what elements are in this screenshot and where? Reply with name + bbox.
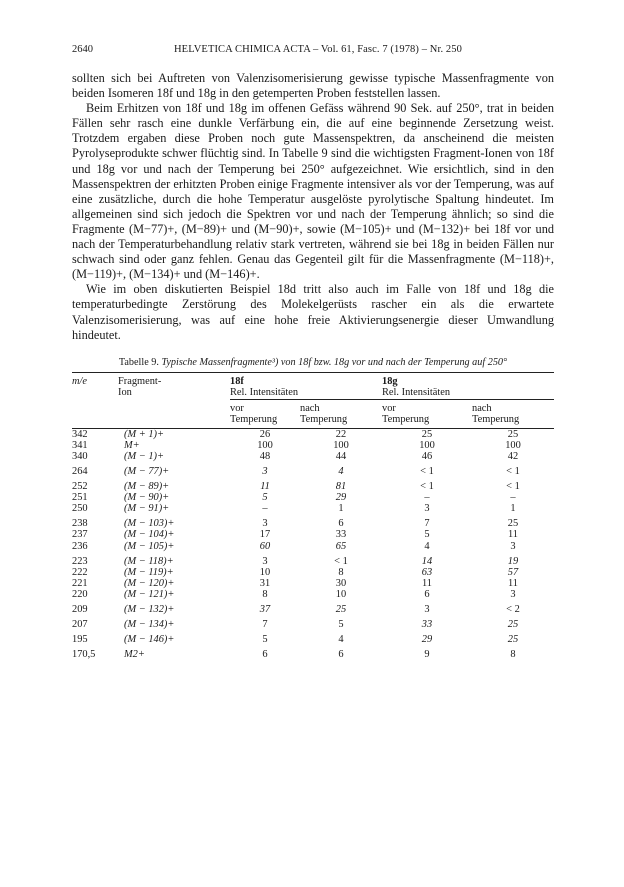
cell-f-vor: 11 (260, 481, 270, 493)
cell-ion: (M − 91)+ (124, 503, 170, 515)
cell-g-nach: < 2 (506, 604, 520, 615)
paragraph: Wie im oben diskutierten Beispiel 18d tritt also auch im Falle von 18f und 18g die temperaturbedingte Zerstörung des Molekelgerüsts rascher ein als die erwartete Valenzisomerisierung, was auf eine hohe freie Aktivierungsenergie dieser Umwandlung hindeutet. (72, 282, 554, 342)
cell-ion: (M − 121)+ (124, 588, 175, 600)
cell-f-nach: 30 (335, 577, 347, 589)
col-group-18f (230, 376, 382, 400)
col-header-g-vor: vor Temperung (382, 399, 472, 426)
cell-g-vor: 25 (421, 428, 433, 440)
cell-me: 238 (72, 518, 88, 530)
col-header-g-nach: nach Temperung (472, 399, 554, 426)
cell-me: 220 (72, 588, 88, 600)
table-row (72, 466, 554, 477)
cell-ion: (M − 146)+ (124, 634, 175, 646)
table-row (72, 649, 554, 660)
col-header-fragment (118, 376, 230, 400)
cell-f-nach: 10 (335, 588, 347, 600)
cell-g-nach: 3 (510, 588, 516, 600)
cell-f-vor: 8 (262, 588, 268, 600)
cell-f-vor: 31 (259, 577, 271, 589)
cell-f-vor: 3 (262, 518, 268, 530)
page-number: 2640 (72, 44, 93, 55)
table-caption-title: Typische Massenfragmente³) von 18f bzw. 18g vor und nach der Temperung auf 250° (161, 356, 508, 368)
col-header-fragment-line1: Fragment- (118, 375, 162, 387)
cell-f-vor: 7 (262, 619, 268, 631)
cell-f-nach: < 1 (334, 555, 348, 567)
cell-g-vor: 14 (421, 555, 433, 567)
rel-int-label-18f: Rel. Intensitäten (230, 387, 299, 399)
table-row (72, 604, 554, 615)
cell-ion: (M − 77)+ (124, 465, 170, 477)
table-caption (72, 357, 554, 368)
cell-f-nach: 5 (338, 619, 344, 631)
cell-f-vor: 3 (262, 555, 268, 567)
cell-g-nach: < 1 (506, 465, 520, 477)
cell-g-nach: 3 (510, 540, 516, 552)
cell-me: 195 (72, 634, 88, 646)
cell-f-nach: 8 (338, 566, 344, 578)
cell-me: 237 (72, 529, 88, 541)
col-header-f-vor: vor Temperung (230, 399, 300, 426)
cell-f-nach: 65 (335, 540, 347, 552)
cell-g-vor: – (424, 492, 430, 504)
col-group-18g (382, 376, 554, 400)
table-row (72, 518, 554, 529)
page (72, 44, 554, 660)
cell-f-nach: 4 (338, 634, 344, 646)
cell-ion: (M − 120)+ (124, 577, 175, 589)
cell-g-nach: 1 (510, 503, 516, 515)
cell-g-nach: 19 (507, 555, 519, 567)
cell-ion: (M − 104)+ (124, 529, 175, 541)
paragraph: Beim Erhitzen von 18f und 18g im offenen Gefäss während 90 Sek. auf 250°, trat in beiden Fällen sehr rasch eine dunkle Verfärbung ein, die auf eine beginnende Zersetzung weist. Trotzdem ergaben diese Proben noch gute Massenspektren, da anscheinend die meisten Pyrolyseprodukte schwer flüchtig sind. In Tabelle 9 sind die wichtigsten Fragment-Ionen von 18f und 18g vor und nach der Temperung bei 250° aufgezeichnet. Wie ersichtlich, sind in den Massenspektren der erhitzten Proben einige Fragmente intensiver als vor der Temperung, was auf eine zusätzliche, durch die hohe Temperatur ausgelöste pyrolytische Spaltung hindeutet. Im allgemeinen sind sich jedoch die Spektren vor und nach der Temperung ähnlich; so sind die Fragmente (M−77)+, (M−89)+ und (M−90)+, sowie (M−105)+ und (M−132)+ bei 18f vor und nach der Temperaturbehandlung relativ stark vertreten, während sie bei 18g in beiden Fällen nur schwach sind oder ganz fehlen. Genau das Gegenteil gilt für die Massenfragmente (M−118)+, (M−119)+, (M−134)+ und (M−146)+. (72, 101, 554, 282)
cell-f-nach: 81 (335, 481, 347, 493)
cell-f-vor: 37 (259, 604, 271, 615)
cell-me: 236 (72, 540, 88, 552)
cell-g-nach: 57 (507, 566, 519, 578)
cell-f-vor: 26 (259, 428, 271, 440)
cell-f-vor: 60 (259, 540, 271, 552)
table-row (72, 556, 554, 567)
cell-ion: (M − 118)+ (124, 555, 174, 567)
cell-g-vor: 4 (424, 540, 430, 552)
col-header-f-nach: nach Temperung (300, 399, 382, 426)
cell-g-vor: 63 (421, 566, 433, 578)
cell-g-nach: 25 (507, 428, 519, 440)
cell-g-nach: 25 (507, 634, 519, 646)
cell-g-nach: 25 (507, 518, 519, 530)
table-row (72, 529, 554, 540)
cell-me: 221 (72, 577, 88, 589)
cell-f-nach: 6 (338, 649, 344, 661)
table-row (72, 578, 554, 589)
table-row (72, 589, 554, 600)
cell-me: 264 (72, 465, 88, 477)
table-row (72, 567, 554, 578)
cell-g-nach: 11 (507, 529, 518, 541)
cell-ion: (M − 89)+ (124, 481, 170, 493)
cell-g-vor: < 1 (420, 465, 434, 477)
cell-me: 251 (72, 492, 88, 504)
cell-f-vor: 10 (259, 566, 271, 578)
cell-f-nach: 29 (335, 492, 347, 504)
cell-g-vor: 7 (424, 518, 430, 530)
cell-g-vor: < 1 (420, 481, 434, 493)
cell-f-nach: 22 (335, 428, 347, 440)
cell-f-nach: 4 (338, 465, 344, 477)
cell-f-vor: 5 (262, 634, 268, 646)
col-header-me: m/e (72, 375, 88, 387)
cell-ion: (M + 1)+ (124, 428, 164, 440)
running-title: HELVETICA CHIMICA ACTA – Vol. 61, Fasc. 7 (1978) – Nr. 250 (174, 44, 462, 55)
cell-me: 222 (72, 566, 88, 578)
cell-f-nach: 25 (335, 604, 347, 615)
cell-g-vor: 46 (421, 450, 433, 462)
cell-f-vor: 3 (262, 465, 268, 477)
table-row (72, 481, 554, 492)
cell-g-vor: 33 (421, 619, 433, 631)
cell-g-vor: 29 (421, 634, 433, 646)
cell-ion: (M − 119)+ (124, 566, 174, 578)
cell-f-nach: 100 (333, 439, 349, 451)
table-row (72, 541, 554, 552)
cell-me: 170,5 (72, 649, 96, 661)
table-row (72, 492, 554, 503)
table-row (72, 619, 554, 630)
table-row (72, 451, 554, 462)
cell-g-nach: 100 (505, 439, 521, 451)
cell-g-vor: 6 (424, 588, 430, 600)
cell-g-vor: 5 (424, 529, 430, 541)
cell-g-nach: 42 (507, 450, 519, 462)
cell-f-vor: 100 (257, 439, 273, 451)
cell-me: 250 (72, 503, 88, 515)
cell-ion: M2+ (124, 649, 145, 661)
cell-f-vor: 5 (262, 492, 268, 504)
cell-me: 342 (72, 428, 88, 440)
cell-f-nach: 44 (335, 450, 347, 462)
body-text (72, 71, 554, 343)
cell-g-nach: < 1 (506, 481, 520, 493)
cell-g-vor: 100 (419, 439, 435, 451)
table-row (72, 440, 554, 451)
cell-g-nach: 25 (507, 619, 519, 631)
table-row (72, 503, 554, 514)
cell-me: 223 (72, 555, 88, 567)
cell-g-nach: – (510, 492, 516, 504)
cell-g-vor: 3 (424, 604, 430, 615)
fragment-table (72, 372, 554, 661)
cell-f-vor: 6 (262, 649, 268, 661)
cell-me: 207 (72, 619, 88, 631)
group-label-18f: 18f (230, 375, 244, 387)
cell-ion: (M − 90)+ (124, 492, 170, 504)
cell-ion: (M − 105)+ (124, 540, 175, 552)
rel-int-label-18g: Rel. Intensitäten (382, 387, 451, 399)
cell-me: 252 (72, 481, 88, 493)
cell-ion: (M − 134)+ (124, 619, 175, 631)
table-row (72, 634, 554, 645)
cell-ion: (M − 132)+ (124, 604, 175, 615)
cell-ion: (M − 103)+ (124, 518, 175, 530)
cell-g-vor: 3 (424, 503, 430, 515)
cell-ion: (M − 1)+ (124, 450, 164, 462)
group-label-18g: 18g (382, 375, 398, 387)
cell-me: 341 (72, 439, 88, 451)
cell-f-nach: 33 (335, 529, 347, 541)
cell-f-vor: 48 (259, 450, 271, 462)
table-caption-label: Tabelle 9. (118, 356, 159, 368)
page-header (72, 44, 554, 60)
cell-g-nach: 11 (507, 577, 518, 589)
cell-f-nach: 6 (338, 518, 344, 530)
cell-f-nach: 1 (338, 503, 344, 515)
cell-f-vor: 17 (259, 529, 271, 541)
cell-g-vor: 9 (424, 649, 430, 661)
paragraph: sollten sich bei Auftreten von Valenzisomerisierung gewisse typische Massenfragmente von beiden Isomeren 18f und 18g in den getemperten Proben feststellen lassen. (72, 71, 554, 101)
cell-g-nach: 8 (510, 649, 516, 661)
cell-f-vor: – (262, 503, 268, 515)
table-row (72, 428, 554, 440)
cell-g-vor: 11 (421, 577, 432, 589)
cell-ion: M+ (124, 439, 140, 451)
cell-me: 209 (72, 604, 88, 615)
table-body (72, 428, 554, 660)
col-header-fragment-line2: Ion (118, 387, 132, 399)
cell-me: 340 (72, 450, 88, 462)
